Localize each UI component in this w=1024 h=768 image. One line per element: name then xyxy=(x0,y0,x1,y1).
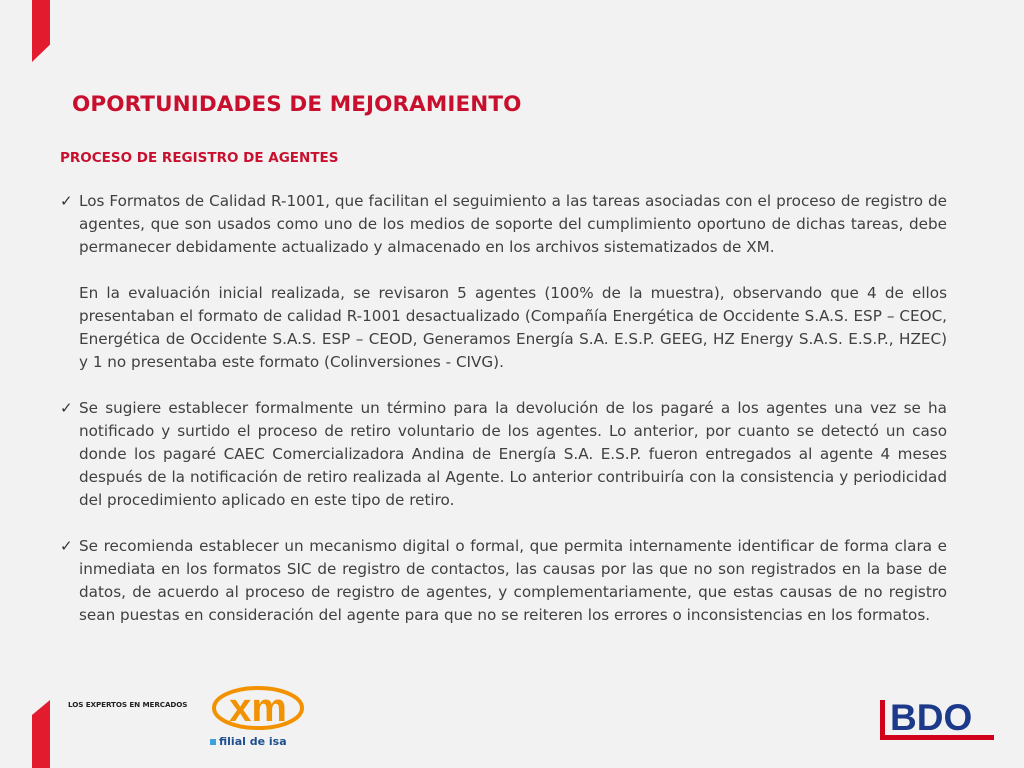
bullet-text xyxy=(79,190,947,374)
paragraph: Se recomienda establecer un mecanismo digital o formal, que permita internamente identificar de forma clara e inmediata en los formatos SIC de registro de contactos, las causas por las que no son registrados en la base de datos, de acuerdo al proceso de registro de agentes, y complementariamente, que estas causas de no registro sean puestas en consideración del agente para que no se reiteren los errores o inconsistencias en los formatos. xyxy=(79,537,947,624)
slide-title: OPORTUNIDADES DE MEJORAMIENTO xyxy=(72,92,522,117)
svg-text:xm: xm xyxy=(229,686,287,730)
bullet-item-1 xyxy=(60,190,947,374)
xm-tagline: LOS EXPERTOS EN MERCADOS xyxy=(68,700,188,709)
checkmark-icon: ✓ xyxy=(60,192,73,210)
xm-logo-mark-icon xyxy=(212,686,304,732)
xm-logo xyxy=(66,686,306,752)
svg-text:BDO: BDO xyxy=(890,697,973,738)
checkmark-icon: ✓ xyxy=(60,537,73,555)
paragraph: Se sugiere establecer formalmente un término para la devolución de los pagaré a los agentes una vez se ha notificado y surtido el proceso de retiro voluntario de los agentes. Lo anterior, por cuanto se detectó un caso donde los pagaré CAEC Comercializadora Andina de Energía S.A. E.S.P. fueron entregados al agente 4 meses después de la notificación de retiro realizada al Agente. Lo anterior contribuiría con la consistencia y periodicidad del procedimiento aplicado en este tipo de retiro. xyxy=(79,399,947,509)
xm-filial-text: filial de isa xyxy=(219,735,287,748)
checkmark-icon: ✓ xyxy=(60,399,73,417)
isa-square-icon xyxy=(210,739,216,745)
bdo-logo xyxy=(878,696,996,742)
paragraph: En la evaluación inicial realizada, se revisaron 5 agentes (100% de la muestra), observando que 4 de ellos presentaban el formato de calidad R-1001 desactualizado (Compañía Energética de Occidente S.A.S. ESP – CEOC, Energética de Occidente S.A.S. ESP – CEOD, Generamos Energía S.A. E.S.P. GEEG, HZ Energy S.A.S. E.S.P., HZEC) y 1 no presentaba este formato (Colinversiones - CIVG). xyxy=(79,284,947,371)
section-subtitle: PROCESO DE REGISTRO DE AGENTES xyxy=(60,150,339,166)
red-accent-bottom xyxy=(32,700,50,768)
bullet-text xyxy=(79,535,947,627)
bullet-list xyxy=(60,190,947,627)
paragraph: Los Formatos de Calidad R-1001, que facilitan el seguimiento a las tareas asociadas con el proceso de registro de agentes, que son usados como uno de los medios de soporte del cumplimiento oportuno de dichas tareas, debe permanecer debidamente actualizado y almacenado en los archivos sistematizados de XM. xyxy=(79,192,947,256)
red-accent-top xyxy=(32,0,50,62)
bullet-item-3 xyxy=(60,535,947,627)
bullet-item-2 xyxy=(60,397,947,512)
bullet-text xyxy=(79,397,947,512)
